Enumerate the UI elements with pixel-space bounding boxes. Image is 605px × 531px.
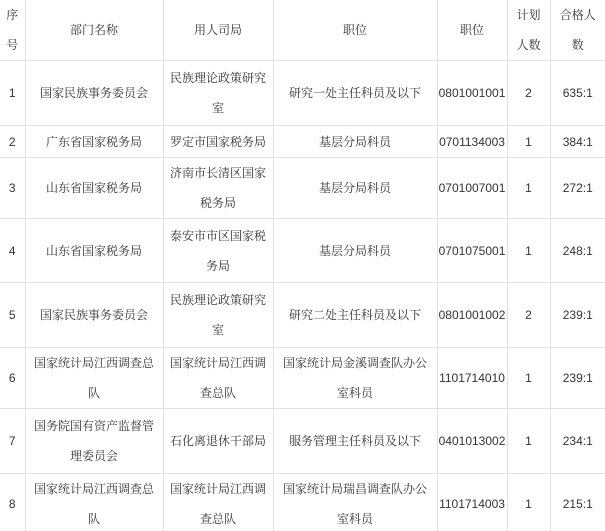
cell-ratio: 215:1 (550, 474, 605, 531)
column-header-department: 部门名称 (25, 0, 163, 61)
cell-ratio: 272:1 (550, 158, 605, 219)
table-row (0, 474, 605, 531)
table-row (0, 158, 605, 219)
table-header (0, 0, 605, 61)
cell-code: 1101714003 (437, 474, 507, 531)
cell-ratio: 384:1 (550, 126, 605, 158)
cell-planned: 1 (507, 474, 550, 531)
cell-seq: 7 (0, 409, 25, 474)
table-row (0, 219, 605, 283)
cell-code: 0801001001 (437, 61, 507, 126)
cell-position: 基层分局科员 (273, 126, 437, 158)
column-header-position: 职位 (273, 0, 437, 61)
cell-bureau: 泰安市市区国家税务局 (163, 219, 273, 283)
column-header-ratio: 合格人数 (550, 0, 605, 61)
table-row (0, 283, 605, 348)
cell-seq: 4 (0, 219, 25, 283)
cell-ratio: 248:1 (550, 219, 605, 283)
cell-ratio: 239:1 (550, 283, 605, 348)
cell-position: 服务管理主任科员及以下 (273, 409, 437, 474)
cell-seq: 8 (0, 474, 25, 531)
cell-planned: 1 (507, 348, 550, 409)
cell-seq: 2 (0, 126, 25, 158)
header-row (0, 0, 605, 61)
cell-planned: 1 (507, 158, 550, 219)
cell-planned: 1 (507, 126, 550, 158)
cell-bureau: 民族理论政策研究室 (163, 61, 273, 126)
table-row (0, 126, 605, 158)
cell-bureau: 国家统计局江西调查总队 (163, 348, 273, 409)
cell-department: 国务院国有资产监督管理委员会 (25, 409, 163, 474)
cell-ratio: 234:1 (550, 409, 605, 474)
cell-position: 研究一处主任科员及以下 (273, 61, 437, 126)
table-row (0, 61, 605, 126)
cell-position: 基层分局科员 (273, 158, 437, 219)
cell-position: 基层分局科员 (273, 219, 437, 283)
cell-bureau: 石化离退休干部局 (163, 409, 273, 474)
column-header-planned: 计划人数 (507, 0, 550, 61)
cell-planned: 1 (507, 219, 550, 283)
cell-position: 国家统计局瑞昌调查队办公室科员 (273, 474, 437, 531)
cell-planned: 1 (507, 409, 550, 474)
cell-code: 0801001002 (437, 283, 507, 348)
cell-planned: 2 (507, 61, 550, 126)
cell-seq: 3 (0, 158, 25, 219)
cell-code: 1101714010 (437, 348, 507, 409)
cell-code: 0401013002 (437, 409, 507, 474)
cell-position: 国家统计局金溪调查队办公室科员 (273, 348, 437, 409)
cell-seq: 1 (0, 61, 25, 126)
cell-seq: 6 (0, 348, 25, 409)
cell-department: 国家民族事务委员会 (25, 61, 163, 126)
column-header-seq: 序号 (0, 0, 25, 61)
cell-code: 0701075001 (437, 219, 507, 283)
cell-department: 国家统计局江西调查总队 (25, 348, 163, 409)
cell-position: 研究二处主任科员及以下 (273, 283, 437, 348)
cell-department: 山东省国家税务局 (25, 219, 163, 283)
cell-ratio: 239:1 (550, 348, 605, 409)
cell-code: 0701134003 (437, 126, 507, 158)
cell-ratio: 635:1 (550, 61, 605, 126)
table-row (0, 348, 605, 409)
cell-seq: 5 (0, 283, 25, 348)
table-row (0, 409, 605, 474)
cell-code: 0701007001 (437, 158, 507, 219)
cell-bureau: 罗定市国家税务局 (163, 126, 273, 158)
column-header-bureau: 用人司局 (163, 0, 273, 61)
column-header-code: 职位 (437, 0, 507, 61)
cell-bureau: 民族理论政策研究室 (163, 283, 273, 348)
table-body (0, 61, 605, 531)
cell-department: 山东省国家税务局 (25, 158, 163, 219)
cell-planned: 2 (507, 283, 550, 348)
cell-bureau: 济南市长清区国家税务局 (163, 158, 273, 219)
cell-department: 国家民族事务委员会 (25, 283, 163, 348)
cell-department: 广东省国家税务局 (25, 126, 163, 158)
cell-department: 国家统计局江西调查总队 (25, 474, 163, 531)
cell-bureau: 国家统计局江西调查总队 (163, 474, 273, 531)
